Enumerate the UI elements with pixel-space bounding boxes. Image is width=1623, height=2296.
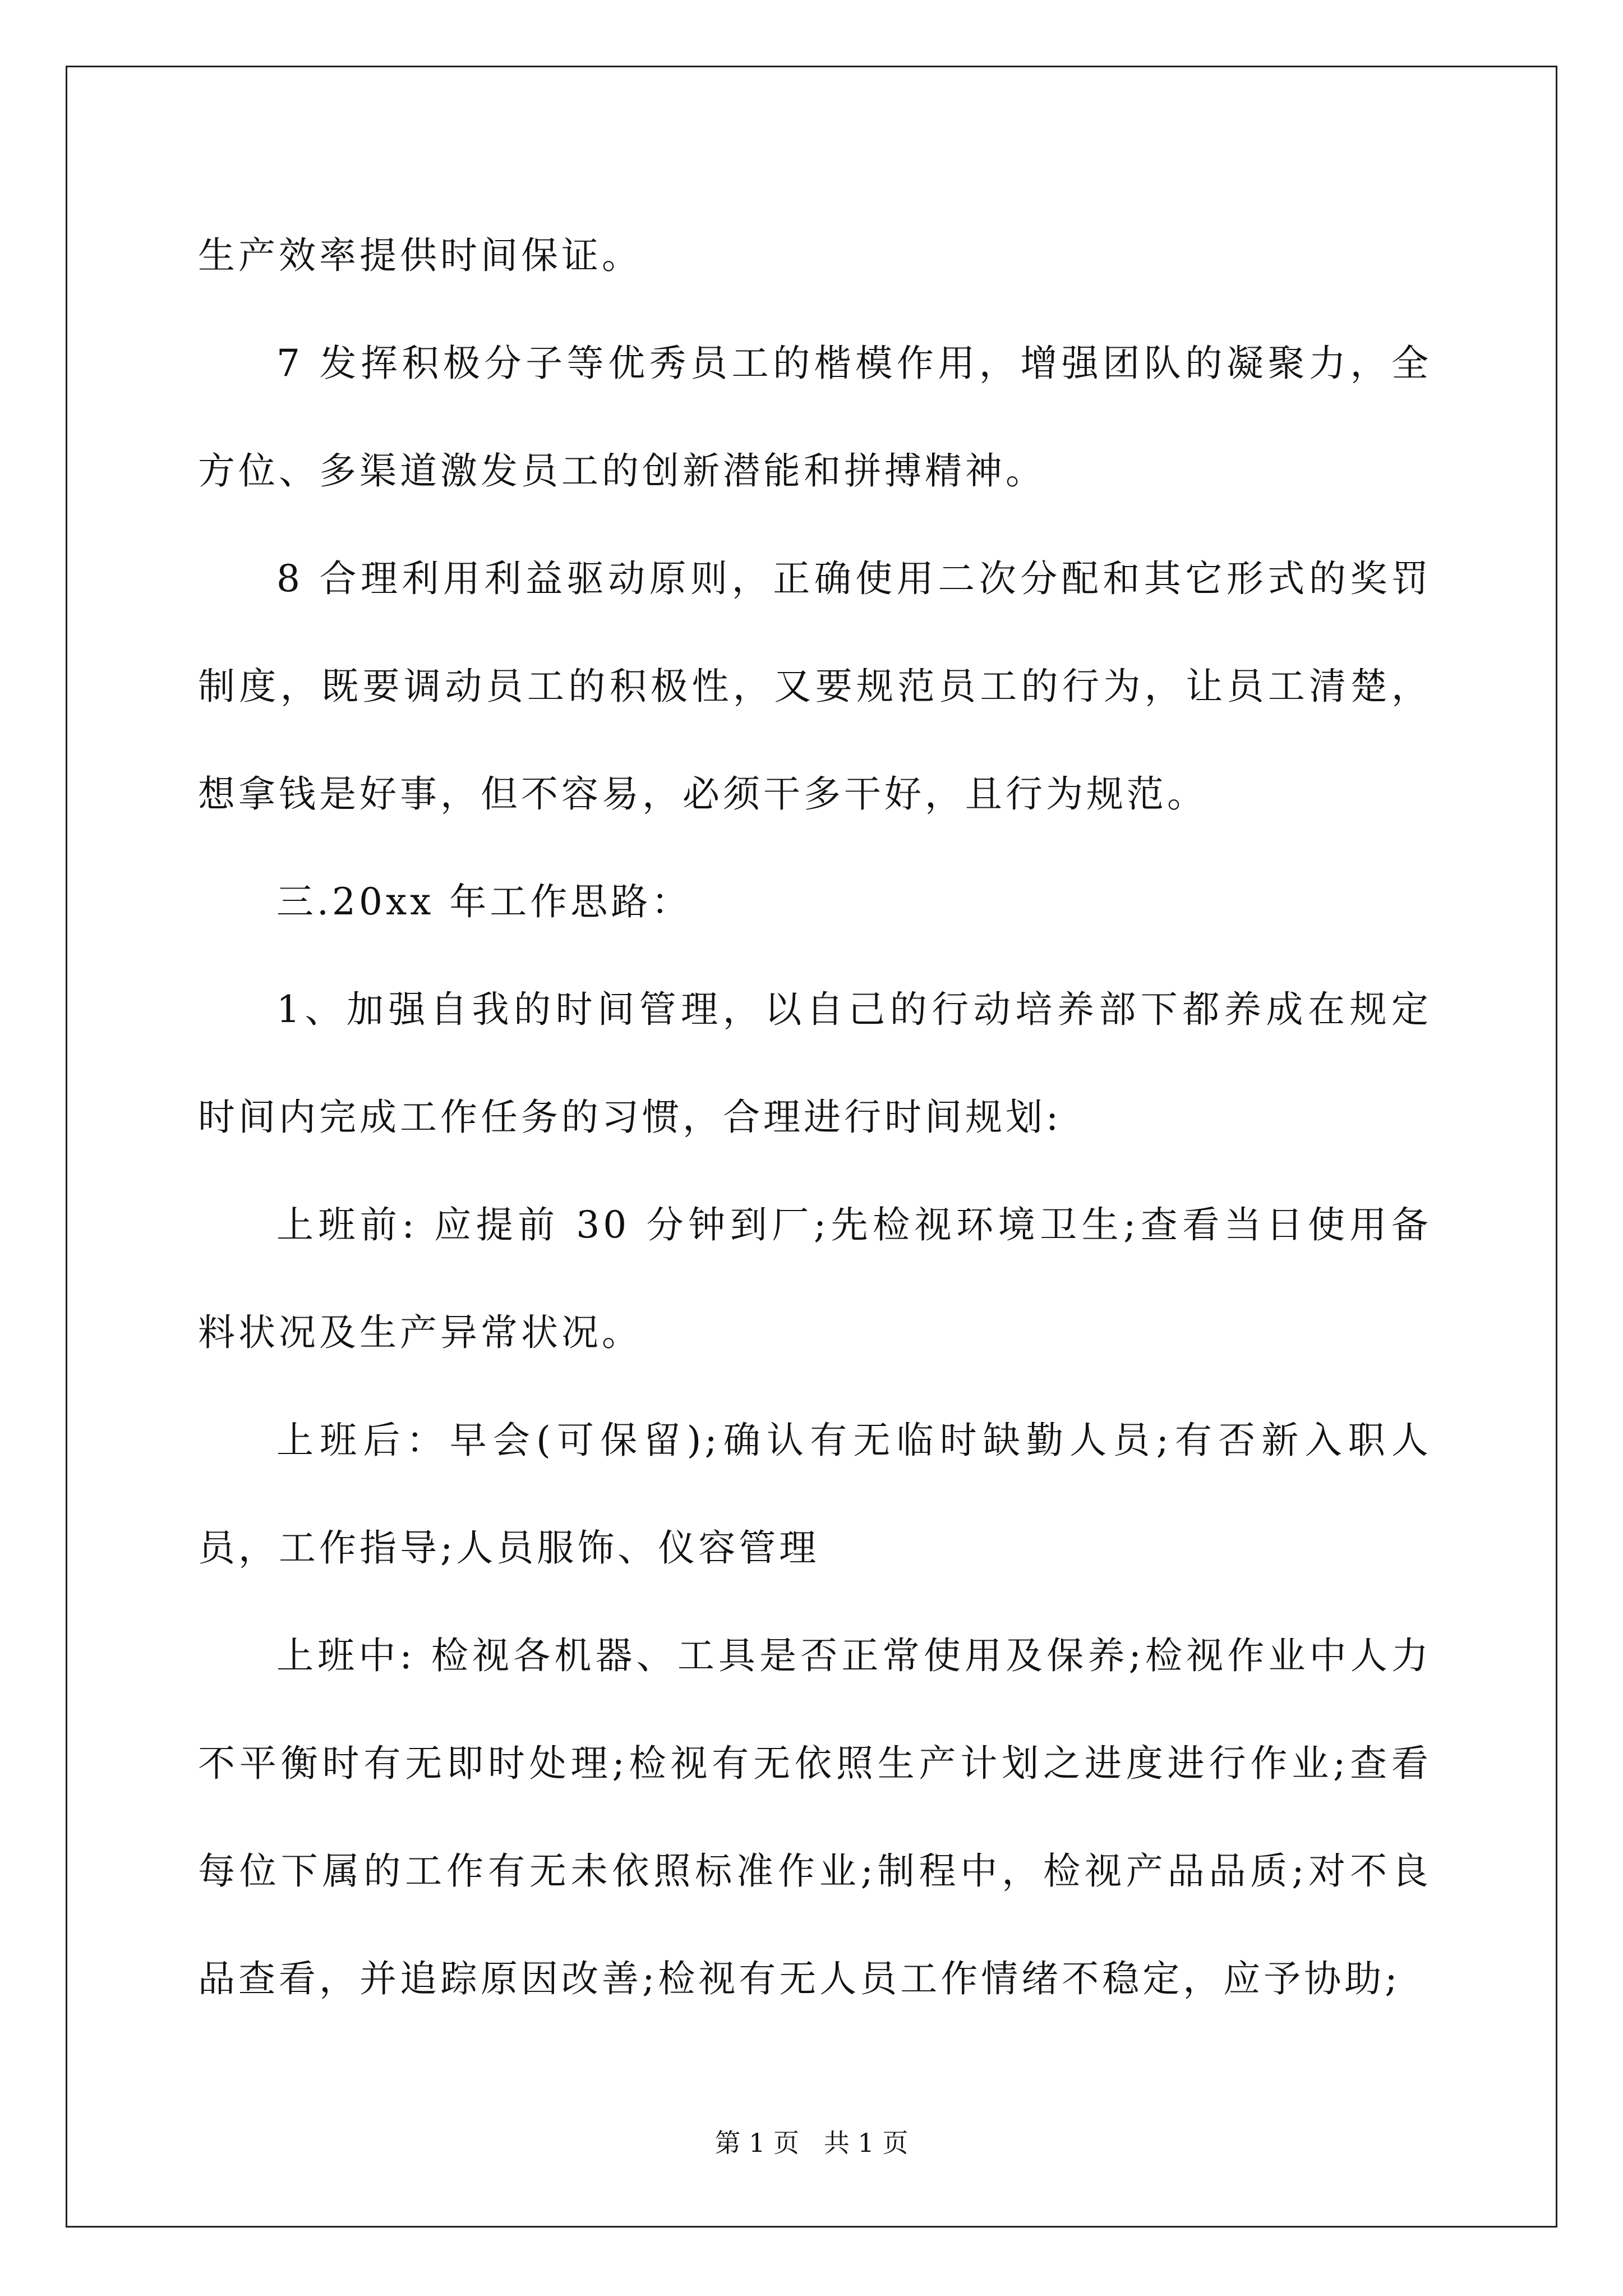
paragraph-continuation: 生产效率提供时间保证。 xyxy=(198,234,642,277)
page-footer: 第 1 页 共 1 页 xyxy=(714,2128,909,2158)
paragraph-item-8: 8 合理利用利益驱动原则，正确使用二次分配和其它形式的奖罚制度，既要调动员工的积极性，又要规范员工的行为，让员工清楚，想拿钱是好事，但不容易，必须干多干好，且行为规范。 xyxy=(198,557,1432,816)
paragraph-after-start: 上班后：早会(可保留);确认有无临时缺勤人员;有否新入职人员，工作指导;人员服饰、仪容管理 xyxy=(198,1419,1432,1570)
document-body xyxy=(198,202,1432,2033)
paragraph-during-work: 上班中: 检视各机器、工具是否正常使用及保养;检视作业中人力不平衡时有无即时处理;检视有无依照生产计划之进度进行作业;查看每位下属的工作有无未依照标准作业;制程中，检视产品品质;对不良品查看，并追踪原因改善;检视有无人员工作情绪不稳定，应予协助; xyxy=(198,1634,1432,2000)
section-heading-work-plan: 三.20xx 年工作思路： xyxy=(276,880,692,923)
paragraph-time-management: 1、加强自我的时间管理，以自己的行动培养部下都养成在规定时间内完成工作任务的习惯，合理进行时间规划: xyxy=(198,988,1432,1139)
paragraph-before-work: 上班前: 应提前 30 分钟到厂;先检视环境卫生;查看当日使用备料状况及生产异常状况。 xyxy=(198,1203,1432,1354)
paragraph-item-7: 7 发挥积极分子等优秀员工的楷模作用，增强团队的凝聚力，全方位、多渠道激发员工的创新潜能和拼搏精神。 xyxy=(198,342,1432,493)
